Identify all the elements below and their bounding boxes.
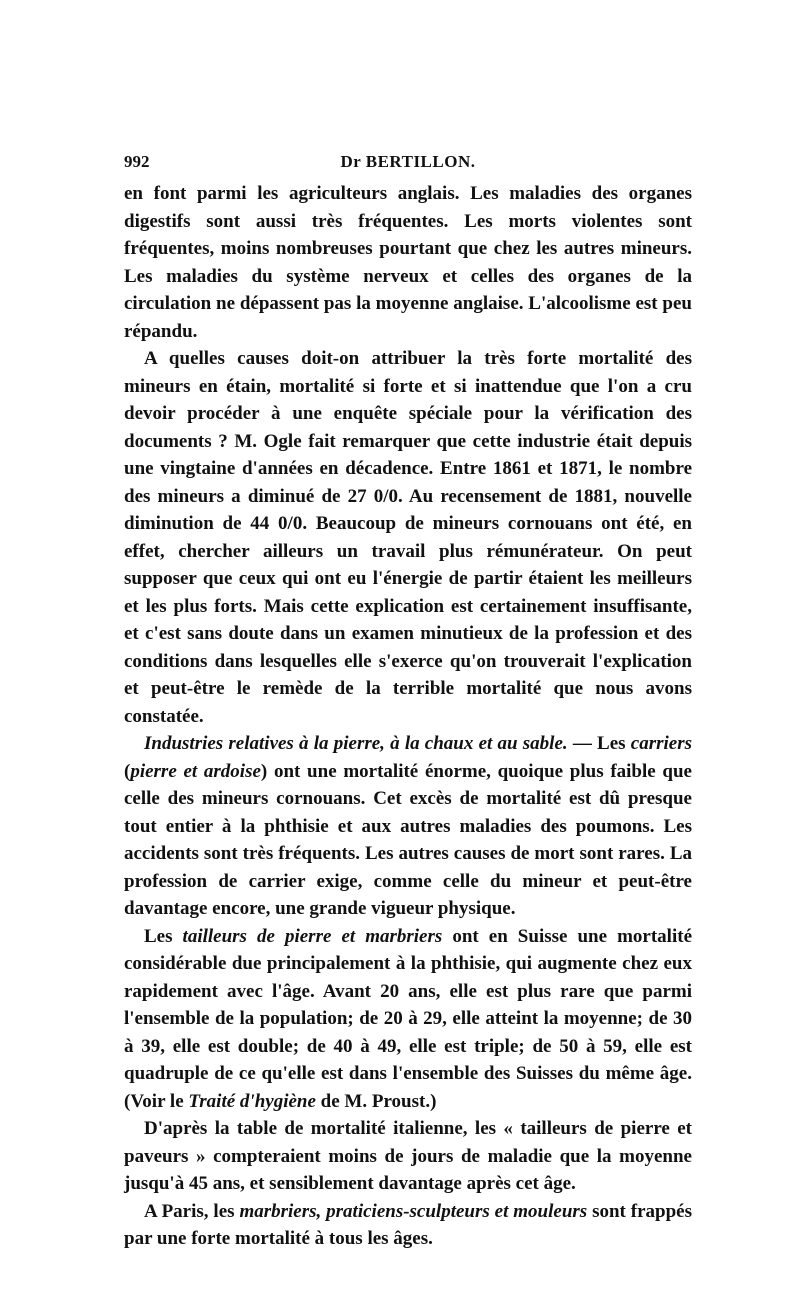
text-segment: sont frappés par une forte mortalité à tous les âges. [124,1200,692,1249]
paragraph [124,730,692,923]
running-header [124,152,692,180]
italic-term: marbriers, praticiens-sculpteurs et mouleurs [239,1200,588,1222]
document-page [124,152,692,1253]
text-segment: de M. Proust.) [315,1090,437,1112]
section-heading: Industries relatives à la pierre, à la chaux et au sable. [144,733,568,754]
body-text [124,180,692,1253]
paragraph [124,1115,692,1198]
italic-term: Traité d'hygiène [188,1090,316,1112]
page-number: 992 [124,152,150,171]
paragraph [124,345,692,730]
paragraph [124,180,692,345]
text-segment: en font parmi les agriculteurs anglais. Les maladies des organes digestifs sont aussi très fréquentes. Les morts violentes sont fréquentes, moins nombreuses pourtant que chez les autres mineurs. Les maladies du système nerveux et celles des organes de la circulation ne dépassent pas la moyenne anglaise. L'alcoolisme est peu répandu. [124,183,692,342]
text-segment: ont en Suisse une mortalité considérable due principalement à la phthisie, qui augmente chez eux rapidement avec l'âge. Avant 20 ans, elle est plus rare que parmi l'ensemble de la population; de 20 à 29, elle atteint la moyenne; de 30 à 39, elle est double; de 40 à 49, elle est triple; de 50 à 59, elle est quadruple de ce qu'elle est dans l'ensemble des Suisses du même âge. (Voir le [124,925,693,1112]
paragraph [124,1198,692,1253]
text-segment: D'après la table de mortalité italienne, les « tailleurs de pierre et paveurs » compteraient moins de jours de maladie que la moyenne jusqu'à 45 ans, et sensiblement davantage après cet âge. [124,1118,692,1194]
paragraph [124,923,692,1116]
text-segment: — Les [567,733,631,754]
text-segment: A quelles causes doit-on attribuer la très forte mortalité des mineurs en étain, mortalité si forte et si inattendue que l'on a cru devoir procéder à une enquête spéciale pour la vérification des documents ? M. Ogle fait remarquer que cette industrie était depuis une vingtaine d'années en décadence. Entre 1861 et 1871, le nombre des mineurs a diminué de 27 0/0. Au recensement de 1881, nouvelle diminution de 44 0/0. Beaucoup de mineurs cornouans ont été, en effet, chercher ailleurs un travail plus rémunérateur. On peut supposer que ceux qui ont eu l'énergie de partir étaient les meilleurs et les plus forts. Mais cette explication est certainement insuffisante, et c'est sans doute dans un examen minutieux de la profession et des conditions dans lesquelles elle s'exerce qu'on trouverait l'explication et peut-être le remède de la terrible mortalité que nous avons constatée. [124,348,692,727]
running-title: Dr BERTILLON. [340,152,476,171]
text-segment: ( [124,760,131,782]
italic-term: carriers [630,733,692,754]
text-segment: Les [144,925,183,947]
text-segment: ) ont une mortalité énorme, quoique plus faible que celle des mineurs cornouans. Cet excès de mortalité est dû presque tout entier à la phthisie et aux autres maladies des poumons. Les accidents sont très fréquents. Les autres causes de mort sont rares. La profession de carrier exige, comme celle du mineur et peut-être davantage encore, une grande vigueur physique. [124,760,692,919]
italic-term: pierre et ardoise [130,760,261,782]
text-segment: A Paris, les [144,1200,240,1222]
italic-term: tailleurs de pierre et marbriers [182,925,443,947]
